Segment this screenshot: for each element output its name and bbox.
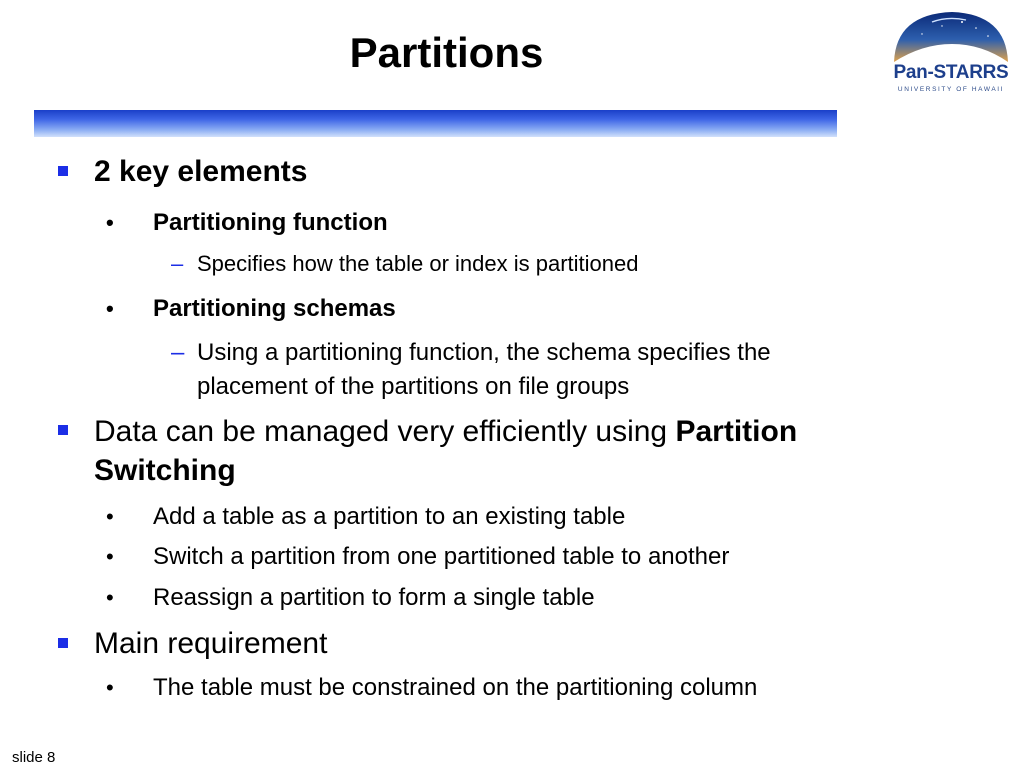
- dot-bullet-icon: •: [106, 675, 114, 700]
- pan-starrs-logo: [888, 6, 1014, 98]
- logo-sky-arc-icon: [892, 10, 1010, 64]
- bullet-ps-description: [171, 336, 887, 404]
- bullet-key-elements: [94, 153, 924, 191]
- dash-bullet-icon: –: [171, 251, 184, 276]
- bullet-main-requirement: [94, 625, 924, 663]
- bullet-text: Reassign a partition to form a single table: [153, 584, 595, 611]
- bullet-constraint: [106, 673, 913, 703]
- bullet-text: 2 key elements: [94, 155, 308, 188]
- bullet-text: The table must be constrained on the partitioning column: [153, 674, 758, 701]
- square-bullet-icon: [58, 166, 68, 176]
- bullet-text-bold: Partition Switching: [94, 415, 798, 487]
- dash-bullet-icon: –: [171, 339, 185, 366]
- title-underline-bar: [34, 110, 837, 137]
- bullet-switch-partition: [106, 542, 913, 572]
- square-bullet-icon: [58, 425, 68, 435]
- slide-number: slide 8: [12, 749, 56, 766]
- dot-bullet-icon: •: [106, 544, 114, 569]
- bullet-text: Using a partitioning function, the schema specifies the placement of the partitions on file groups: [197, 339, 771, 400]
- bullet-partitioning-function: [106, 208, 913, 238]
- bullet-text: Partitioning function: [153, 209, 388, 236]
- bullet-text: Switch a partition from one partitioned table to another: [153, 543, 730, 570]
- dot-bullet-icon: •: [106, 210, 114, 235]
- bullet-text: Data can be managed very efficiently using: [94, 415, 676, 448]
- bullet-partitioning-schemas: [106, 294, 913, 324]
- dot-bullet-icon: •: [106, 504, 114, 529]
- logo-brand-text: Pan-STARRS: [893, 62, 1009, 83]
- bullet-add-table: [106, 502, 913, 532]
- dot-bullet-icon: •: [106, 585, 114, 610]
- square-bullet-icon: [58, 638, 68, 648]
- bullet-pf-description: [171, 247, 897, 280]
- bullet-text: Main requirement: [94, 627, 328, 660]
- bullet-data-managed: [94, 412, 924, 490]
- bullet-text: Specifies how the table or index is partitioned: [197, 251, 639, 276]
- logo-subtitle-text: UNIVERSITY OF HAWAII: [897, 86, 1005, 93]
- bullet-text: Partitioning schemas: [153, 295, 396, 322]
- bullet-reassign: [106, 583, 913, 613]
- dot-bullet-icon: •: [106, 296, 114, 321]
- bullet-text: Add a table as a partition to an existing table: [153, 503, 626, 530]
- slide-title: Partitions: [349, 29, 544, 76]
